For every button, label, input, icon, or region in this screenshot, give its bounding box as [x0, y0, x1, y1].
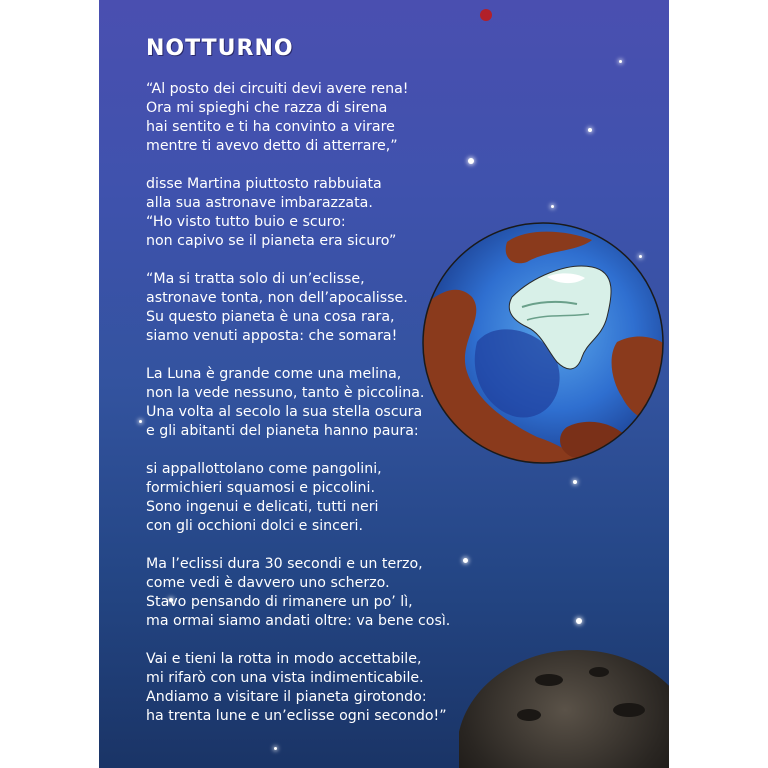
- poem-line: Andiamo a visitare il pianeta girotondo:: [146, 689, 427, 705]
- star: [619, 60, 622, 63]
- poem-line: disse Martina piuttosto rabbuiata: [146, 176, 382, 192]
- poem-title: NOTTURNO: [146, 36, 294, 61]
- stanza: [146, 555, 486, 631]
- star: [274, 747, 277, 750]
- stanza: [146, 365, 486, 441]
- poem-line: Sono ingenui e delicati, tutti neri: [146, 499, 379, 515]
- poem-line: ha trenta lune e un’eclisse ogni secondo!”: [146, 708, 447, 724]
- poem-line: Una volta al secolo la sua stella oscura: [146, 404, 423, 420]
- stanza: [146, 650, 486, 726]
- star: [588, 128, 592, 132]
- poem-line: ma ormai siamo andati oltre: va bene così.: [146, 613, 451, 629]
- poem-line: non la vede nessuno, tanto è piccolina.: [146, 385, 425, 401]
- star: [551, 205, 554, 208]
- poem-line: “Ho visto tutto buio e scuro:: [146, 214, 346, 230]
- star: [576, 618, 582, 624]
- stanza: [146, 270, 486, 346]
- poem-line: siamo venuti apposta: che somara!: [146, 328, 398, 344]
- poem-line: “Al posto dei circuiti devi avere rena!: [146, 81, 409, 97]
- poem-line: Ora mi spieghi che razza di sirena: [146, 100, 388, 116]
- poem-line: Vai e tieni la rotta in modo accettabile,: [146, 651, 422, 667]
- book-page: [99, 0, 669, 768]
- red-dot-icon: [477, 6, 495, 24]
- poem-line: Su questo pianeta è una cosa rara,: [146, 309, 395, 325]
- poem-line: astronave tonta, non dell’apocalisse.: [146, 290, 408, 306]
- moon-illustration: [459, 640, 669, 768]
- stanza: [146, 175, 486, 251]
- stanza: [146, 460, 486, 536]
- poem-line: hai sentito e ti ha convinto a virare: [146, 119, 395, 135]
- poem-line: e gli abitanti del pianeta hanno paura:: [146, 423, 419, 439]
- poem-line: Stavo pensando di rimanere un po’ lì,: [146, 594, 413, 610]
- poem-line: mi rifarò con una vista indimenticabile.: [146, 670, 424, 686]
- poem-line: non capivo se il pianeta era sicuro”: [146, 233, 397, 249]
- poem-line: con gli occhioni dolci e sinceri.: [146, 518, 363, 534]
- star: [139, 420, 142, 423]
- stanza: [146, 80, 486, 156]
- poem-line: si appallottolano come pangolini,: [146, 461, 382, 477]
- poem-text: [146, 80, 486, 745]
- poem-line: La Luna è grande come una melina,: [146, 366, 402, 382]
- poem-line: come vedi è davvero uno scherzo.: [146, 575, 390, 591]
- poem-line: alla sua astronave imbarazzata.: [146, 195, 373, 211]
- poem-line: mentre ti avevo detto di atterrare,”: [146, 138, 398, 154]
- star: [573, 480, 577, 484]
- poem-line: “Ma si tratta solo di un’eclisse,: [146, 271, 365, 287]
- poem-line: formichieri squamosi e piccolini.: [146, 480, 375, 496]
- poem-line: Ma l’eclissi dura 30 secondi e un terzo,: [146, 556, 423, 572]
